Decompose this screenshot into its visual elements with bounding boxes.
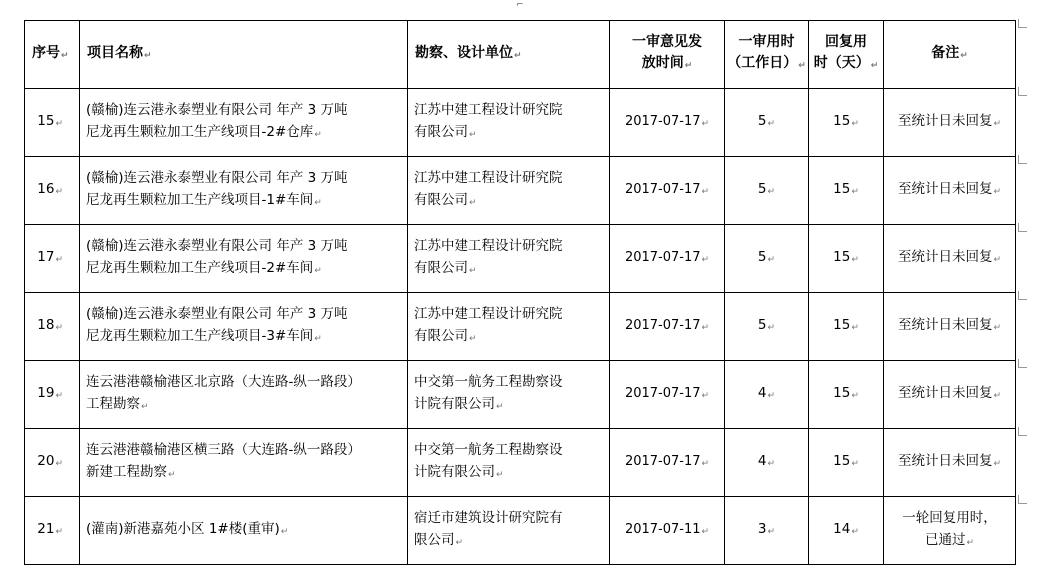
design-unit-line: 有限公司: [414, 124, 468, 140]
cell-design-unit: [408, 157, 610, 225]
paragraph-mark-icon: ↵: [141, 402, 149, 412]
cell-first-review-days: [725, 429, 809, 497]
paragraph-mark-icon: ↵: [993, 187, 1002, 197]
paragraph-mark-icon: ↵: [314, 198, 322, 208]
cell-first-review-days: [725, 225, 809, 293]
paragraph-mark-icon: ↵: [469, 198, 477, 208]
cell-project-name: [80, 361, 408, 429]
remarks-line: 至统计日未回复: [897, 385, 993, 401]
first-review-days: 5: [757, 249, 767, 265]
paragraph-mark-icon: ↵: [767, 119, 776, 129]
cell-reply-days: [809, 361, 884, 429]
cell-seq: [25, 361, 80, 429]
project-name-line: 工程勘察: [86, 396, 140, 412]
paragraph-mark-icon: ↵: [851, 255, 859, 265]
header-issue-date: 一审意见发 放时间↵: [610, 21, 725, 89]
paragraph-mark-icon: ↵: [767, 323, 776, 333]
issue-date: 2017-07-17: [624, 113, 701, 129]
cell-reply-days: [809, 429, 884, 497]
paragraph-mark-icon: ↵: [455, 538, 464, 548]
paragraph-mark-icon: ↵: [496, 470, 504, 480]
issue-date: 2017-07-11: [624, 521, 701, 537]
seq-number: 16: [37, 181, 55, 197]
first-review-days: 5: [757, 113, 767, 129]
cell-issue-date: [610, 225, 725, 293]
review-table: [24, 20, 1016, 565]
cell-issue-date: [610, 293, 725, 361]
paragraph-mark-icon: ↵: [469, 334, 477, 344]
paragraph-mark-icon: ⌐: [516, 0, 524, 10]
cell-design-unit: [408, 429, 610, 497]
issue-date: 2017-07-17: [624, 385, 701, 401]
cell-reply-days: [809, 293, 884, 361]
paragraph-mark-icon: ↵: [993, 459, 1002, 469]
design-unit-line: 有限公司: [414, 192, 468, 208]
table-row: [25, 429, 1016, 497]
paragraph-mark-icon: ↵: [701, 526, 710, 537]
paragraph-mark-icon: ↵: [851, 187, 859, 197]
table-row: [25, 361, 1016, 429]
header-first-review-days: 一审用时 （工作日）↵: [725, 21, 809, 89]
cell-first-review-days: [725, 157, 809, 225]
paragraph-mark-icon: ↵: [701, 186, 710, 197]
cell-issue-date: [610, 361, 725, 429]
paragraph-mark-icon: ↵: [55, 459, 63, 469]
reply-days: 15: [833, 113, 851, 129]
paragraph-mark-icon: ↵: [168, 470, 176, 480]
design-unit-line: 计院有限公司: [414, 396, 495, 412]
paragraph-mark-icon: ↵: [469, 266, 477, 276]
cell-remarks: [884, 293, 1016, 361]
cell-design-unit: [408, 225, 610, 293]
paragraph-mark-icon: ↵: [851, 391, 859, 401]
design-unit-line: 计院有限公司: [414, 464, 495, 480]
cell-remarks: [884, 225, 1016, 293]
cell-remarks: [884, 497, 1016, 565]
paragraph-mark-icon: ↵: [851, 323, 859, 333]
cell-project-name: [80, 497, 408, 565]
paragraph-mark-icon: ↵: [851, 527, 859, 537]
cell-issue-date: [610, 157, 725, 225]
remarks-line: 至统计日未回复: [897, 453, 993, 469]
cell-issue-date: [610, 497, 725, 565]
seq-number: 20: [37, 453, 55, 469]
cell-project-name: [80, 293, 408, 361]
design-unit-line: 有限公司: [414, 328, 468, 344]
cell-end-mark-icon: [1018, 291, 1027, 300]
paragraph-mark-icon: ↵: [767, 459, 776, 469]
issue-date: 2017-07-17: [624, 453, 701, 469]
paragraph-mark-icon: ↵: [55, 391, 63, 401]
issue-date: 2017-07-17: [624, 249, 701, 265]
paragraph-mark-icon: ↵: [966, 538, 975, 548]
paragraph-mark-icon: ↵: [767, 255, 776, 265]
project-name-line: (灌南)新港嘉苑小区 1#楼(重审): [86, 521, 280, 537]
issue-date: 2017-07-17: [624, 317, 701, 333]
first-review-days: 4: [757, 453, 767, 469]
paragraph-mark-icon: ↵: [496, 402, 504, 412]
cell-first-review-days: [725, 497, 809, 565]
project-name-line: (赣榆)连云港永泰塑业有限公司 年产 3 万吨: [86, 238, 348, 254]
paragraph-mark-icon: ↵: [469, 130, 477, 140]
paragraph-mark-icon: ↵: [314, 130, 322, 140]
cell-project-name: [80, 225, 408, 293]
header-seq: 序号↵: [25, 21, 80, 89]
paragraph-mark-icon: ↵: [55, 119, 63, 129]
first-review-days: 4: [757, 385, 767, 401]
paragraph-mark-icon: ↵: [851, 119, 859, 129]
paragraph-mark-icon: ↵: [767, 187, 776, 197]
cell-seq: [25, 89, 80, 157]
cell-first-review-days: [725, 293, 809, 361]
project-name-line: 新建工程勘察: [86, 464, 167, 480]
design-unit-line: 中交第一航务工程勘察设: [414, 442, 563, 458]
first-review-days: 3: [757, 521, 767, 537]
paragraph-mark-icon: ↵: [993, 391, 1002, 401]
table-row: [25, 89, 1016, 157]
project-name-line: (赣榆)连云港永泰塑业有限公司 年产 3 万吨: [86, 170, 348, 186]
cell-remarks: [884, 429, 1016, 497]
seq-number: 18: [37, 317, 55, 333]
paragraph-mark-icon: ↵: [701, 118, 710, 129]
paragraph-mark-icon: ↵: [851, 459, 859, 469]
reply-days: 15: [833, 249, 851, 265]
first-review-days: 5: [757, 181, 767, 197]
paragraph-mark-icon: ↵: [767, 391, 776, 401]
cell-remarks: [884, 89, 1016, 157]
cell-design-unit: [408, 89, 610, 157]
paragraph-mark-icon: ↵: [767, 527, 776, 537]
cell-remarks: [884, 361, 1016, 429]
seq-number: 19: [37, 385, 55, 401]
paragraph-mark-icon: ↵: [55, 187, 63, 197]
header-design-unit: 勘察、设计单位↵: [408, 21, 610, 89]
project-name-line: 连云港港赣榆港区横三路（大连路-纵一路段）: [86, 442, 361, 458]
cell-seq: [25, 293, 80, 361]
reply-days: 15: [833, 181, 851, 197]
cell-issue-date: [610, 89, 725, 157]
cell-seq: [25, 157, 80, 225]
header-project-name: 项目名称↵: [80, 21, 408, 89]
cell-end-mark-icon: [1018, 87, 1027, 96]
header-row: [25, 21, 1016, 89]
cell-reply-days: [809, 225, 884, 293]
project-name-line: 尼龙再生颗粒加工生产线项目-1#车间: [86, 192, 314, 208]
paragraph-mark-icon: ↵: [314, 266, 322, 276]
remarks-line: 至统计日未回复: [897, 249, 993, 265]
table-row: [25, 497, 1016, 565]
reply-days: 15: [833, 385, 851, 401]
cell-reply-days: [809, 89, 884, 157]
paragraph-mark-icon: ↵: [55, 527, 63, 537]
cell-project-name: [80, 157, 408, 225]
header-remarks: 备注↵: [884, 21, 1016, 89]
cell-issue-date: [610, 429, 725, 497]
remarks-line: 至统计日未回复: [897, 113, 993, 129]
seq-number: 21: [37, 521, 55, 537]
design-unit-line: 江苏中建工程设计研究院: [414, 102, 563, 118]
paragraph-mark-icon: ↵: [701, 322, 710, 333]
cell-seq: [25, 497, 80, 565]
cell-reply-days: [809, 497, 884, 565]
project-name-line: 尼龙再生颗粒加工生产线项目-3#车间: [86, 328, 314, 344]
cell-design-unit: [408, 497, 610, 565]
seq-number: 15: [37, 113, 55, 129]
cell-first-review-days: [725, 361, 809, 429]
paragraph-mark-icon: ↵: [701, 390, 710, 401]
paragraph-mark-icon: ↵: [55, 255, 63, 265]
cell-end-mark-icon: [1018, 359, 1027, 368]
cell-seq: [25, 225, 80, 293]
paragraph-mark-icon: ↵: [993, 119, 1002, 129]
cell-end-mark-icon: [1018, 19, 1027, 28]
remarks-line: 已通过: [924, 532, 966, 548]
cell-end-mark-icon: [1018, 427, 1027, 436]
table-row: [25, 293, 1016, 361]
remarks-line: 至统计日未回复: [897, 181, 993, 197]
cell-project-name: [80, 89, 408, 157]
paragraph-mark-icon: ↵: [701, 254, 710, 265]
paragraph-mark-icon: ↵: [701, 458, 710, 469]
design-unit-line: 江苏中建工程设计研究院: [414, 238, 563, 254]
design-unit-line: 江苏中建工程设计研究院: [414, 306, 563, 322]
reply-days: 15: [833, 317, 851, 333]
cell-design-unit: [408, 361, 610, 429]
cell-remarks: [884, 157, 1016, 225]
paragraph-mark-icon: ↵: [993, 255, 1002, 265]
paragraph-mark-icon: ↵: [280, 527, 289, 537]
seq-number: 17: [37, 249, 55, 265]
project-name-line: (赣榆)连云港永泰塑业有限公司 年产 3 万吨: [86, 102, 348, 118]
remarks-line: 至统计日未回复: [897, 317, 993, 333]
cell-end-mark-icon: [1018, 223, 1027, 232]
table-row: [25, 225, 1016, 293]
design-unit-line: 有限公司: [414, 260, 468, 276]
table-row: [25, 157, 1016, 225]
cell-first-review-days: [725, 89, 809, 157]
paragraph-mark-icon: ↵: [993, 323, 1002, 333]
issue-date: 2017-07-17: [624, 181, 701, 197]
design-unit-line: 宿迁市建筑设计研究院有: [414, 510, 563, 526]
design-unit-line: 限公司: [414, 532, 455, 548]
cell-end-mark-icon: [1018, 495, 1027, 504]
reply-days: 15: [833, 453, 851, 469]
project-name-line: (赣榆)连云港永泰塑业有限公司 年产 3 万吨: [86, 306, 348, 322]
design-unit-line: 中交第一航务工程勘察设: [414, 374, 563, 390]
design-unit-line: 江苏中建工程设计研究院: [414, 170, 563, 186]
cell-project-name: [80, 429, 408, 497]
first-review-days: 5: [757, 317, 767, 333]
reply-days: 14: [833, 521, 851, 537]
header-reply-days: 回复用 时（天）↵: [809, 21, 884, 89]
remarks-line: 一轮回复用时，: [902, 510, 997, 526]
project-name-line: 尼龙再生颗粒加工生产线项目-2#车间: [86, 260, 314, 276]
cell-end-mark-icon: [1018, 155, 1027, 164]
paragraph-mark-icon: ↵: [314, 334, 322, 344]
paragraph-mark-icon: ↵: [55, 323, 63, 333]
cell-reply-days: [809, 157, 884, 225]
project-name-line: 尼龙再生颗粒加工生产线项目-2#仓库: [86, 124, 314, 140]
project-name-line: 连云港港赣榆港区北京路（大连路-纵一路段）: [86, 374, 361, 390]
cell-seq: [25, 429, 80, 497]
cell-design-unit: [408, 293, 610, 361]
